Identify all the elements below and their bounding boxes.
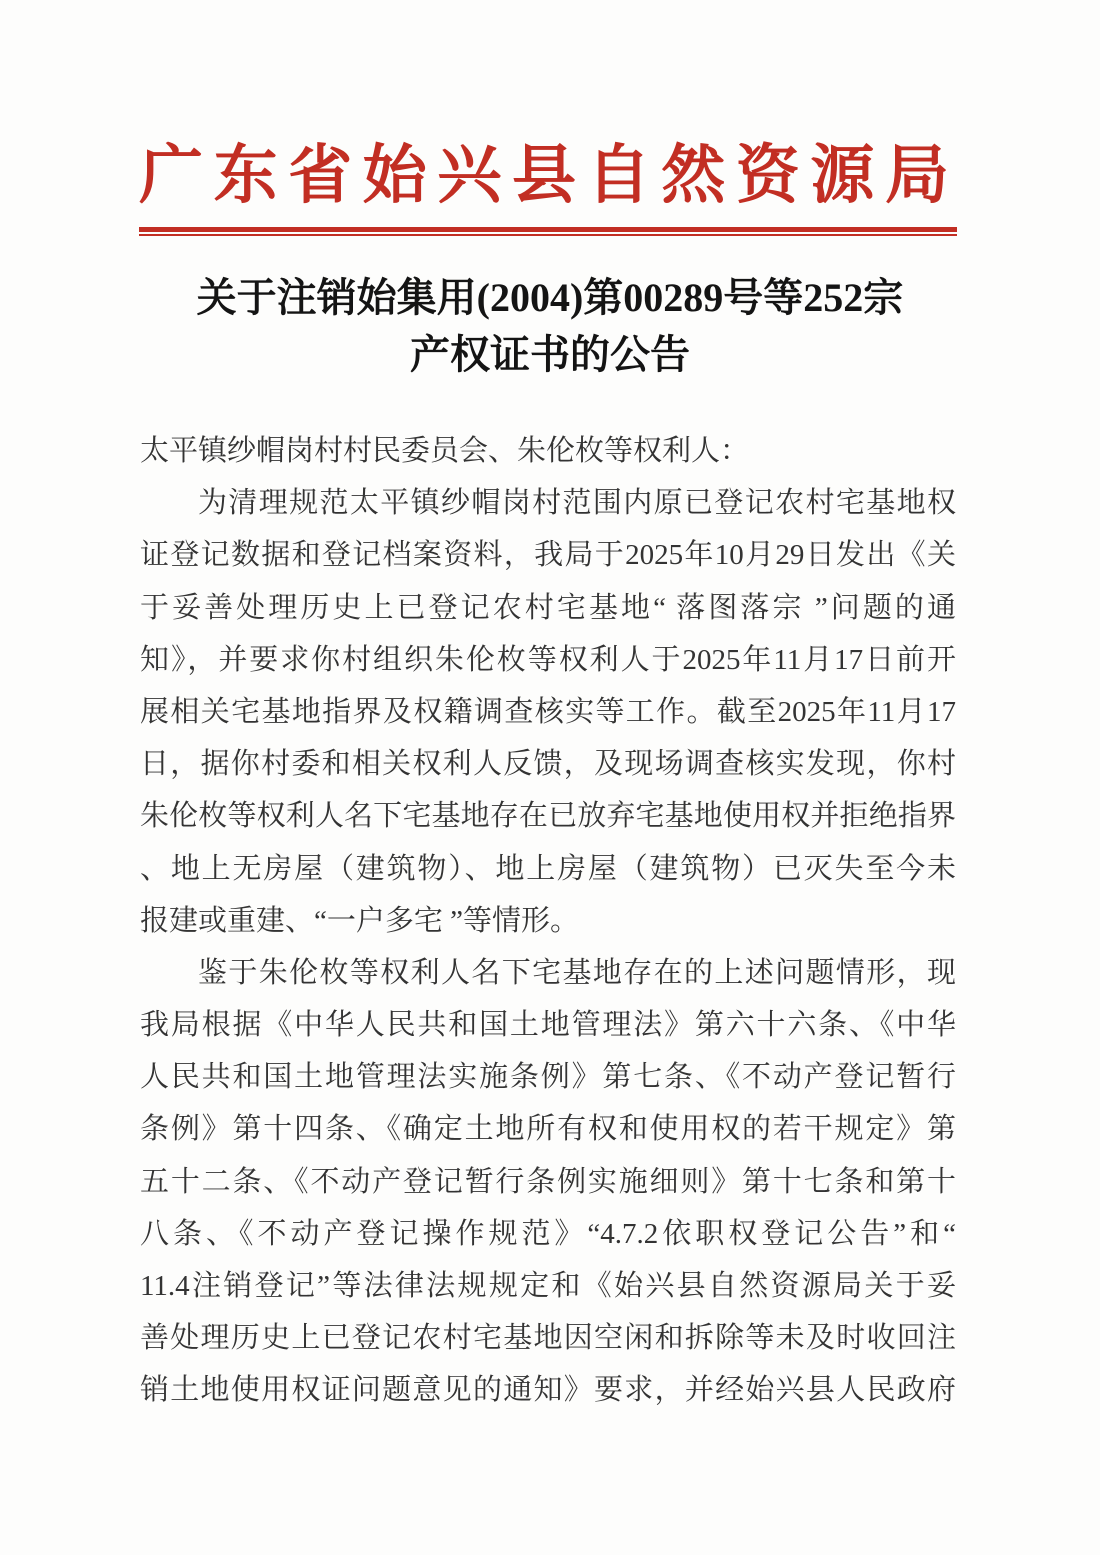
- document-body: [140, 425, 956, 1417]
- body-line: 条例》第十四条、《确定土地所有权和使用权的若干规定》第: [140, 1113, 956, 1146]
- body-line: 八条、《不动产登记操作规范》“4.7.2依职权登记公告”和“: [140, 1217, 956, 1250]
- body-paragraphs: [140, 477, 956, 1416]
- body-line: 销土地使用权证问题意见的通知》要求，并经始兴县人民政府: [140, 1374, 956, 1407]
- notice-title-line1: 关于注销始集用(2004)第00289号等252宗: [196, 275, 904, 320]
- body-line: 善处理历史上已登记农村宅基地因空闲和拆除等未及时收回注: [140, 1322, 956, 1355]
- letterhead-divider-thick: [139, 227, 957, 232]
- body-line: 朱伦枚等权利人名下宅基地存在已放弃宅基地使用权并拒绝指界: [140, 800, 956, 833]
- body-line: 报建或重建、“一户多宅 ”等情形。: [140, 904, 579, 937]
- body-line: 为清理规范太平镇纱帽岗村范围内原已登记农村宅基地权: [198, 487, 956, 520]
- agency-letterhead: 广东省始兴县自然资源局: [139, 140, 949, 211]
- salutation: 太平镇纱帽岗村村民委员会、朱伦枚等权利人：: [140, 435, 750, 467]
- notice-title-line2: 产权证书的公告: [410, 332, 690, 377]
- body-line: 、地上无房屋（建筑物）、地上房屋（建筑物）已灭失至今未: [140, 852, 956, 885]
- body-line: 展相关宅基地指界及权籍调查核实等工作。截至2025年11月17: [140, 695, 956, 728]
- body-line: 我局根据《中华人民共和国土地管理法》第六十六条、《中华: [140, 1009, 956, 1042]
- notice-title: [0, 269, 1100, 383]
- body-line: 日，据你村委和相关权利人反馈，及现场调查核实发现，你村: [140, 748, 956, 781]
- letterhead-divider-thin: [139, 234, 957, 236]
- body-line: 鉴于朱伦枚等权利人名下宅基地存在的上述问题情形，现: [198, 956, 956, 989]
- body-line: 人民共和国土地管理法实施条例》第七条、《不动产登记暂行: [140, 1061, 956, 1094]
- body-line: 11.4注销登记”等法律法规规定和《始兴县自然资源局关于妥: [140, 1270, 956, 1302]
- paragraph: [140, 477, 956, 947]
- body-line: 五十二条、《不动产登记暂行条例实施细则》第十七条和第十: [140, 1165, 956, 1198]
- paragraph: [140, 947, 956, 1417]
- body-line: 知》，并要求你村组织朱伦枚等权利人于2025年11月17日前开: [140, 643, 956, 676]
- body-line: 于妥善处理历史上已登记农村宅基地“ 落图落宗 ”问题的通: [140, 591, 956, 624]
- body-line: 证登记数据和登记档案资料，我局于2025年10月29日发出《关: [140, 539, 956, 572]
